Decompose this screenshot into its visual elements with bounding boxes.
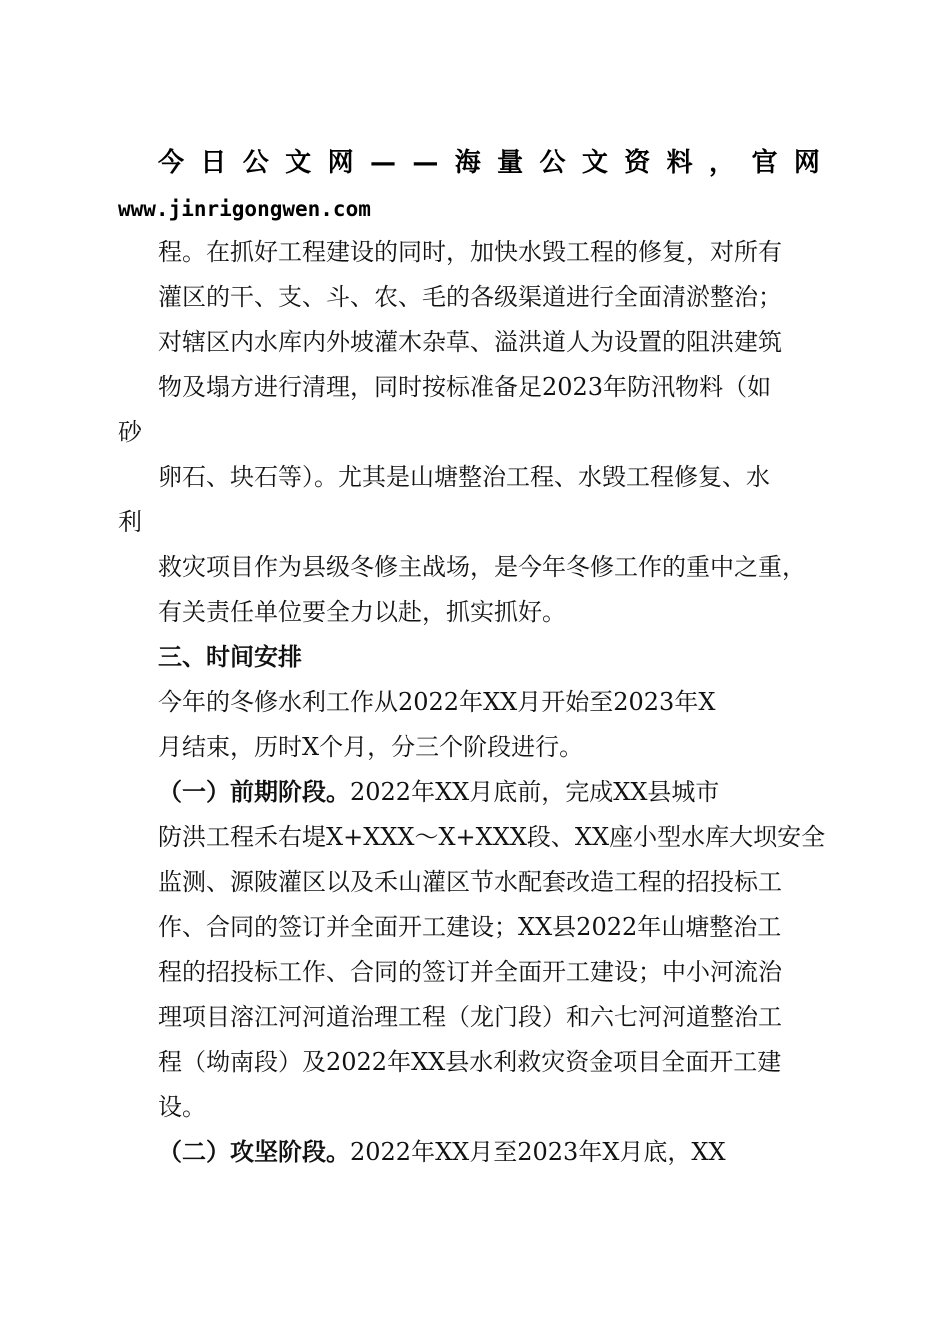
header-char: 文: [285, 148, 312, 178]
paragraph-line: 程。在抓好工程建设的同时，加快水毁工程的修复，对所有: [158, 238, 782, 266]
paragraph-line: 程（坳南段）及2022年XX县水利救灾资金项目全面开工建: [158, 1048, 782, 1076]
header-char: 资: [624, 148, 651, 178]
header-char: 今: [158, 148, 185, 178]
paragraph-line: 对辖区内水库内外坡灌木杂草、溢洪道人为设置的阻洪建筑: [158, 328, 782, 356]
header-char: 官: [751, 148, 778, 178]
paragraph-line: 月结束，历时X个月，分三个阶段进行。: [158, 733, 584, 761]
paragraph-line: 砂: [118, 418, 142, 446]
paragraph-line: 作、合同的签订并全面开工建设；XX县2022年山塘整治工: [158, 913, 782, 941]
paragraph-line: 灌区的干、支、斗、农、毛的各级渠道进行全面清淤整治；: [158, 283, 782, 311]
stage-two-label: （二）攻坚阶段。: [158, 1138, 350, 1166]
site-url[interactable]: www.jinrigongwen.com: [118, 197, 371, 221]
header-char: —: [412, 148, 439, 178]
paragraph-line: 卵石、块石等）。尤其是山塘整治工程、水毁工程修复、水: [158, 463, 770, 491]
paragraph-line: 程的招投标工作、合同的签订并全面开工建设；中小河流治: [158, 958, 782, 986]
header-char: 海: [454, 148, 481, 178]
header-char: 日: [200, 148, 227, 178]
section-heading: 三、时间安排: [158, 643, 302, 671]
paragraph-line: 防洪工程禾右堤X+XXX～X+XXX段、XX座小型水库大坝安全: [158, 823, 826, 851]
paragraph-line: 有关责任单位要全力以赴，抓实抓好。: [158, 598, 566, 626]
stage-two-line: [158, 1137, 726, 1167]
header-char: ，: [709, 148, 736, 178]
header-char: 网: [793, 148, 820, 178]
header-char: 料: [666, 148, 693, 178]
header-char: 文: [581, 148, 608, 178]
header-char: 公: [539, 148, 566, 178]
header-char: 公: [242, 148, 269, 178]
header-char: 量: [497, 148, 524, 178]
header-char: 网: [327, 148, 354, 178]
paragraph-line: 利: [118, 508, 142, 536]
paragraph-line: 监测、源陂灌区以及禾山灌区节水配套改造工程的招投标工: [158, 868, 782, 896]
stage-one-line: [158, 777, 719, 807]
stage-one-label: （一）前期阶段。: [158, 778, 350, 806]
paragraph-line: 今年的冬修水利工作从2022年XX月开始至2023年X: [158, 688, 716, 716]
paragraph-line: 设。: [158, 1093, 206, 1121]
header-char: —: [369, 148, 396, 178]
site-header-title: [158, 146, 820, 180]
paragraph-line: 理项目溶江河河道治理工程（龙门段）和六七河河道整治工: [158, 1003, 782, 1031]
paragraph-line: 救灾项目作为县级冬修主战场，是今年冬修工作的重中之重，: [158, 553, 806, 581]
stage-two-text: 2022年XX月至2023年X月底，XX: [350, 1138, 726, 1166]
stage-one-text: 2022年XX月底前，完成XX县城市: [350, 778, 720, 806]
paragraph-line: 物及塌方进行清理，同时按标准备足2023年防汛物料（如: [158, 373, 772, 401]
